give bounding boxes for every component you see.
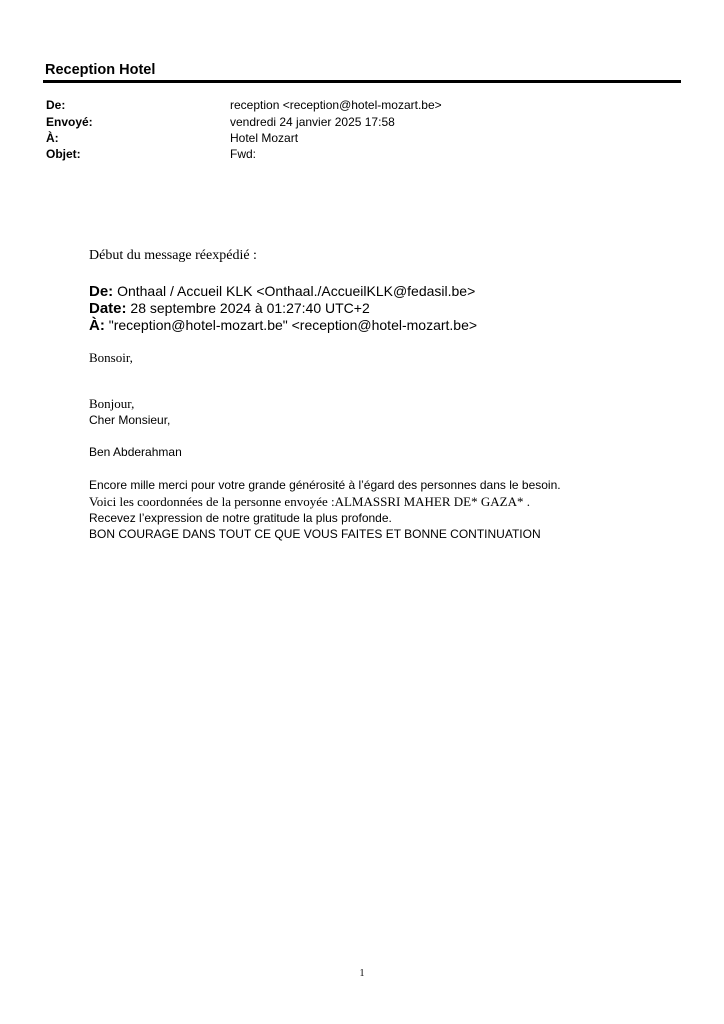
body-line: Recevez l’expression de notre gratitude la plus profonde. <box>89 511 392 525</box>
page-number: 1 <box>359 968 365 979</box>
body-line: Encore mille merci pour votre grande générosité à l’égard des personnes dans le besoin. <box>89 478 561 492</box>
forward-from-label: De: <box>89 283 114 300</box>
forward-to-line <box>89 317 477 334</box>
forward-intro: Début du message réexpédié : <box>89 248 257 263</box>
to-value: Hotel Mozart <box>230 131 299 145</box>
body-line: Ben Abderahman <box>89 445 182 459</box>
from-label: De: <box>46 98 66 112</box>
forward-date-value: 28 septembre 2024 à 01:27:40 UTC+2 <box>130 300 370 316</box>
forward-to-value: "reception@hotel-mozart.be" <reception@hotel-mozart.be> <box>108 317 478 333</box>
forward-date-label: Date: <box>89 300 127 317</box>
greeting: Bonsoir, <box>89 350 133 365</box>
forward-from-value: Onthaal / Accueil KLK <Onthaal./AccueilKLK@fedasil.be> <box>117 283 476 299</box>
subject-label: Objet: <box>46 147 81 161</box>
forward-to-label: À: <box>89 317 105 334</box>
sent-value: vendredi 24 janvier 2025 17:58 <box>230 115 395 129</box>
to-label: À: <box>46 131 59 145</box>
subject-value: Fwd: <box>230 147 257 161</box>
header-divider <box>43 80 681 83</box>
body-line: Cher Monsieur, <box>89 413 171 427</box>
forward-date-line <box>89 300 370 317</box>
body-line: Bonjour, <box>89 396 135 411</box>
body-line: Voici les coordonnées de la personne envoyée :ALMASSRI MAHER DE* GAZA* . <box>89 494 530 509</box>
sender-title: Reception Hotel <box>45 62 156 78</box>
sent-label: Envoyé: <box>46 115 93 129</box>
body-line: BON COURAGE DANS TOUT CE QUE VOUS FAITES ET BONNE CONTINUATION <box>89 527 541 541</box>
from-value: reception <reception@hotel-mozart.be> <box>230 98 442 112</box>
forward-from-line <box>89 283 475 300</box>
